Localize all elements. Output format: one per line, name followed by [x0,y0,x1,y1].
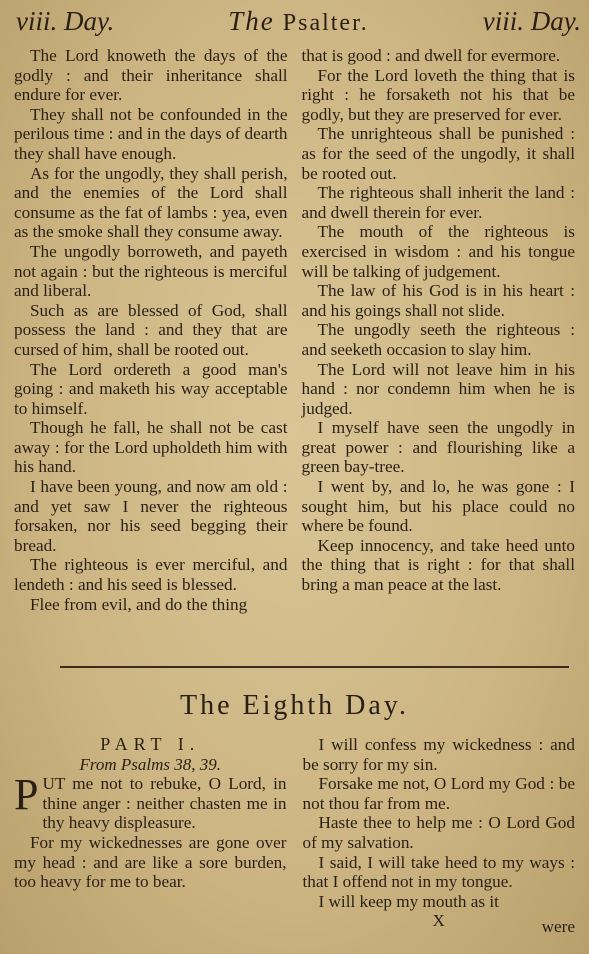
verse: I will confess my wickedness : and be sorry for my sin. [302,735,575,774]
verse: The Lord will not leave him in his hand : nor condemn him when he is judged. [301,359,575,418]
psalm-reference: From Psalms 38, 39. [79,754,221,774]
verse: PUT me not to rebuke, O Lord, in thine anger : neither chasten me in thy heavy displeasure. [14,770,287,833]
verse: I said, I will take heed to my ways : that I offend not in my tongue. [302,852,575,892]
header-center: The Psalter. [228,6,369,36]
verse: I have been young, and now am old : and yet saw I never the righteous forsaken, nor his seed begging their bread. [14,477,288,555]
top-columns [14,46,575,666]
verse: The mouth of the righteous is exercised in wisdom : and his tongue will be talking of judgement. [301,222,575,281]
right-column [302,46,576,666]
verse: For the Lord loveth the thing that is right : he forsaketh not his that be godly, but they are preserved for ever. [301,65,575,124]
verse: I went by, and lo, he was gone : I sought him, but his place could no where be found. [301,477,575,536]
signature-mark: X [432,911,445,931]
verse: Flee from evil, and do the thing [30,594,248,614]
verse: Haste thee to help me : O Lord God of my salvation. [302,813,575,852]
verse: For my wickednesses are gone over my head : and are like a sore burden, too heavy for me to bear. [14,832,287,892]
verse: Forsake me not, O Lord my God : be not thou far from me. [302,774,575,813]
catchword: were [541,917,575,937]
verse: Though he fall, he shall not be cast away : for the Lord upholdeth him with his hand. [14,418,288,477]
verse: that is good : and dwell for evermore. [301,46,561,65]
signature-line [303,911,576,937]
verse: I myself have seen the ungodly in great power : and flourishing like a green bay-tree. [301,418,575,477]
verse: Such as are blessed of God, shall possess the land : and they that are cursed of him, shall be rooted out. [14,300,288,359]
verse: The law of his God is in his heart : and his goings shall not slide. [301,281,575,320]
verse: As for the ungodly, they shall perish, and the enemies of the Lord shall consume as the fat of lambs : yea, even as the smoke shall they consume away. [14,163,288,242]
verse: They shall not be confounded in the perilous time : and in the days of dearth they shall have enough. [14,104,288,163]
header-left: viii. Day. [16,6,115,36]
verse: Keep innocency, and take heed unto the thing that is right : for that shall bring a man peace at the last. [301,535,575,595]
header-right: viii. Day. [482,6,581,36]
verse: The unrighteous shall be punished : as for the seed of the ungodly, it shall be rooted out. [301,124,575,183]
bottom-left-column [14,735,287,954]
bottom-columns [14,735,575,954]
verse: The righteous is ever merciful, and lendeth : and his seed is blessed. [14,555,288,595]
section-divider [60,666,569,668]
verse: I will keep my mouth as it [318,891,499,911]
verse: The righteous shall inherit the land : and dwell therein for ever. [301,183,575,222]
running-header [16,6,581,40]
verse: The Lord ordereth a good man's going : and maketh his way acceptable to himself. [14,359,288,418]
left-column [14,46,288,666]
bottom-right-column [303,735,576,954]
part-heading: PART I. [100,734,201,754]
verse: The ungodly seeth the righteous : and seeketh occasion to slay him. [301,320,575,359]
verse: The Lord knoweth the days of the godly : and their inheritance shall endure for ever. [14,46,288,105]
drop-cap: P [14,770,39,820]
section-title: The Eighth Day. [179,690,410,721]
verse: The ungodly borroweth, and payeth not again : but the righteous is merciful and liberal. [14,241,288,301]
